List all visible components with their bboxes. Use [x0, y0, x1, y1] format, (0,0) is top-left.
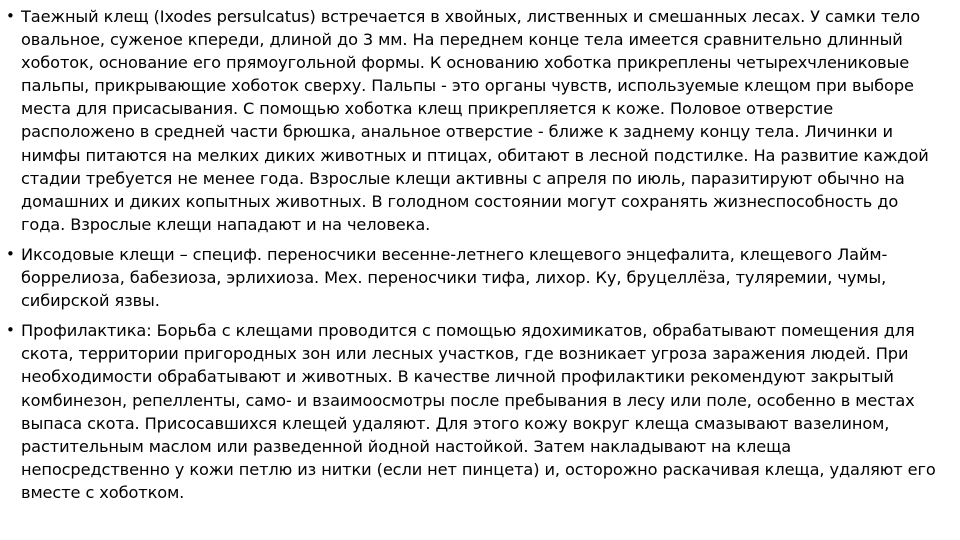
bullet-item-tick-description: [6, 5, 938, 236]
bullet-marker: •: [6, 321, 15, 340]
bullet-text: Профилактика: Борьба с клещами проводится с помощью ядохимикатов, обрабатывают помещения для скота, территории пригородных зон или лесных участков, где возникает угроза заражения людей. При необходимости обрабатывают и животных. В качестве личной профилактики рекомендуют закрытый комбинезон, репелленты, само- и взаимоосмотры после пребывания в лесу или поле, особенно в местах выпаса скота. Присосавшихся клещей удаляют. Для этого кожу вокруг клеща смазывают вазелином, растительным маслом или разведенной йодной настойкой. Затем накладывают на клеща непосредственно у кожи петлю из нитки (если нет пинцета) и, осторожно раскачивая клеща, удаляют его вместе с хоботком.: [21, 321, 936, 502]
bullet-marker: •: [6, 244, 15, 263]
bullet-text: Иксодовые клещи – специф. переносчики весенне-летнего клещевого энцефалита, клещевого Лайм-боррелиоза, бабезиоза, эрлихиоза. Мех. переносчики тифа, лихор. Ку, бруцеллёза, туляремии, чумы, сибирской язвы.: [21, 244, 888, 311]
bullet-item-disease-vectors: [6, 243, 938, 312]
bullet-item-prevention: [6, 319, 938, 504]
bullet-text: Таежный клещ (Ixodes persulcatus) встречается в хвойных, лиственных и смешанных лесах. У самки тело овальное, суженое кпереди, длиной до 3 мм. На переднем конце тела имеется сравнительно длинный хоботок, основание его прямоугольной формы. К основанию хоботка прикреплены четырехчлениковые пальпы, прикрывающие хоботок сверху. Пальпы - это органы чувств, используемые клещом при выборе места для присасывания. С помощью хоботка клещ прикрепляется к коже. Половое отверстие расположено в средней части брюшка, анальное отверстие - ближе к заднему концу тела. Личинки и нимфы питаются на мелких диких животных и птицах, обитают в лесной подстилке. На развитие каждой стадии требуется не менее года. Взрослые клещи активны с апреля по июль, паразитируют обычно на домашних и диких копытных животных. В голодном состоянии могут сохранять жизнеспособность до года. Взрослые клещи нападают и на человека.: [21, 7, 929, 234]
bullet-list: [6, 5, 938, 504]
bullet-marker: •: [6, 7, 15, 25]
